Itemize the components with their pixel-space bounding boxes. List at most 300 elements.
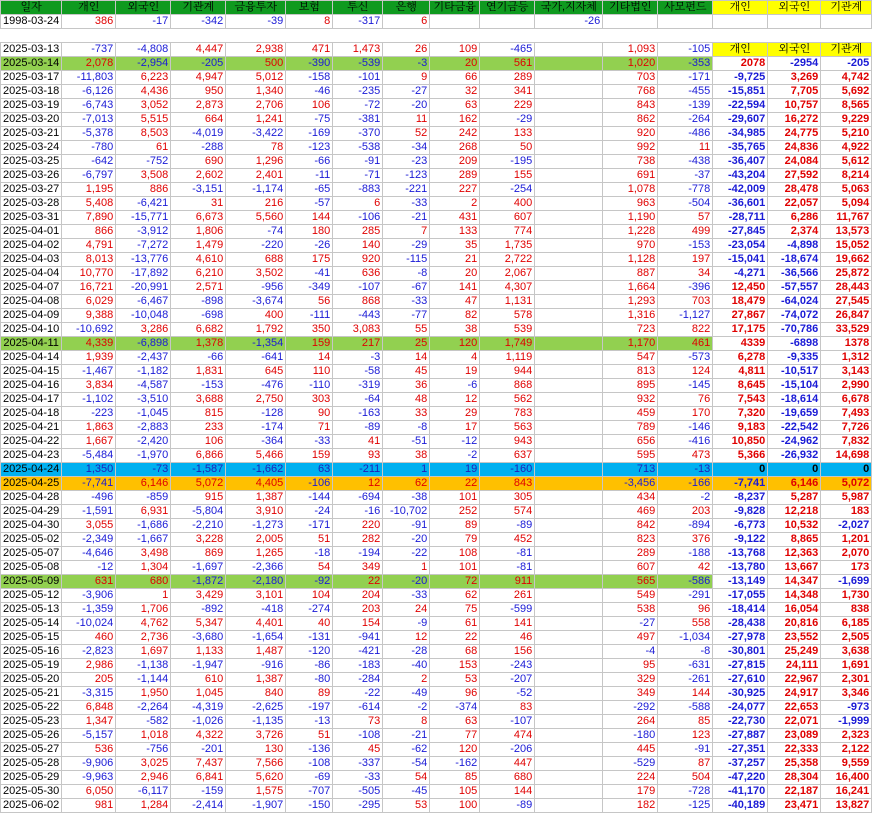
value-cell[interactable] <box>535 183 603 197</box>
value-cell[interactable]: 285 <box>333 225 383 239</box>
value-cell[interactable]: 31 <box>171 197 226 211</box>
value-cell[interactable]: 8 <box>286 15 333 29</box>
value-cell[interactable]: 471 <box>286 43 333 57</box>
value-cell[interactable]: -243 <box>480 659 535 673</box>
value-cell[interactable]: -3 <box>333 351 383 365</box>
value-cell[interactable]: -370 <box>333 127 383 141</box>
value-cell[interactable]: 6,682 <box>171 323 226 337</box>
value-cell[interactable]: 101 <box>430 491 480 505</box>
value-cell[interactable]: 105 <box>430 785 480 799</box>
value-cell[interactable]: 691 <box>603 169 658 183</box>
cumulative-header-cell[interactable]: 외국인 <box>768 1 821 15</box>
value-cell[interactable]: -89 <box>480 519 535 533</box>
value-cell[interactable]: -6,743 <box>62 99 116 113</box>
value-cell[interactable]: -21 <box>383 211 430 225</box>
value-cell[interactable]: -1,045 <box>116 407 171 421</box>
date-cell[interactable]: 2025-04-04 <box>1 267 62 281</box>
value-cell[interactable]: 38 <box>430 323 480 337</box>
date-cell[interactable]: 2025-05-12 <box>1 589 62 603</box>
cumulative-cell[interactable]: -27,610 <box>713 673 768 687</box>
cumulative-cell[interactable]: 10,850 <box>713 435 768 449</box>
value-cell[interactable]: 431 <box>430 211 480 225</box>
cumulative-cell[interactable]: -17,055 <box>713 589 768 603</box>
value-cell[interactable]: 886 <box>116 183 171 197</box>
value-cell[interactable]: -2,210 <box>171 519 226 533</box>
cumulative-cell[interactable]: -19,659 <box>768 407 821 421</box>
value-cell[interactable]: -111 <box>286 309 333 323</box>
value-cell[interactable]: 162 <box>430 113 480 127</box>
value-cell[interactable]: 79 <box>430 533 480 547</box>
value-cell[interactable]: -105 <box>658 43 713 57</box>
value-cell[interactable]: 45 <box>333 743 383 757</box>
value-cell[interactable]: 63 <box>430 99 480 113</box>
value-cell[interactable] <box>535 113 603 127</box>
value-cell[interactable]: -13,776 <box>116 253 171 267</box>
value-cell[interactable]: 3,083 <box>333 323 383 337</box>
value-cell[interactable]: 42 <box>658 561 713 575</box>
cumulative-cell[interactable]: -37,257 <box>713 757 768 771</box>
value-cell[interactable]: -145 <box>658 379 713 393</box>
value-cell[interactable]: 141 <box>480 617 535 631</box>
value-cell[interactable] <box>535 491 603 505</box>
value-cell[interactable]: 29 <box>430 407 480 421</box>
value-cell[interactable] <box>535 197 603 211</box>
value-cell[interactable]: 3,508 <box>116 169 171 183</box>
value-cell[interactable]: -8 <box>383 267 430 281</box>
value-cell[interactable]: 209 <box>430 155 480 169</box>
value-cell[interactable]: -539 <box>333 57 383 71</box>
value-cell[interactable]: 89 <box>286 687 333 701</box>
value-cell[interactable]: -3,674 <box>226 295 286 309</box>
value-cell[interactable]: 170 <box>658 407 713 421</box>
cumulative-cell[interactable]: 5,094 <box>821 197 872 211</box>
cumulative-subheader-cell[interactable]: 외국인 <box>768 43 821 57</box>
value-cell[interactable]: 774 <box>480 225 535 239</box>
value-cell[interactable]: 21 <box>430 253 480 267</box>
cumulative-cell[interactable]: 0 <box>821 463 872 477</box>
value-cell[interactable]: 9,388 <box>62 309 116 323</box>
cumulative-cell[interactable]: 15,052 <box>821 239 872 253</box>
cumulative-cell[interactable]: 5,287 <box>768 491 821 505</box>
value-cell[interactable]: -57 <box>286 197 333 211</box>
value-cell[interactable]: 3,055 <box>62 519 116 533</box>
value-cell[interactable]: -139 <box>658 99 713 113</box>
value-cell[interactable]: 10,770 <box>62 267 116 281</box>
value-cell[interactable]: 54 <box>383 771 430 785</box>
value-cell[interactable] <box>535 715 603 729</box>
value-cell[interactable]: -3 <box>383 57 430 71</box>
value-cell[interactable]: 5,012 <box>226 71 286 85</box>
cumulative-cell[interactable]: -23,054 <box>713 239 768 253</box>
value-cell[interactable] <box>535 225 603 239</box>
value-cell[interactable]: 110 <box>286 365 333 379</box>
cumulative-cell[interactable]: 9,559 <box>821 757 872 771</box>
cumulative-cell[interactable]: 14,348 <box>768 589 821 603</box>
date-cell[interactable]: 2025-05-21 <box>1 687 62 701</box>
value-cell[interactable]: 2,401 <box>226 169 286 183</box>
value-cell[interactable]: -284 <box>333 673 383 687</box>
date-cell[interactable]: 2025-03-17 <box>1 71 62 85</box>
value-cell[interactable]: -2,625 <box>226 701 286 715</box>
value-cell[interactable]: 61 <box>116 141 171 155</box>
cumulative-cell[interactable]: -27,815 <box>713 659 768 673</box>
value-cell[interactable]: 56 <box>286 295 333 309</box>
value-cell[interactable]: -1,359 <box>62 603 116 617</box>
value-cell[interactable]: 1,133 <box>171 645 226 659</box>
value-cell[interactable] <box>535 281 603 295</box>
value-cell[interactable]: 539 <box>480 323 535 337</box>
value-cell[interactable]: 329 <box>603 673 658 687</box>
value-cell[interactable]: 36 <box>383 379 430 393</box>
value-cell[interactable]: 22 <box>333 575 383 589</box>
date-cell[interactable]: 2025-05-09 <box>1 575 62 589</box>
value-cell[interactable]: 1,296 <box>226 155 286 169</box>
cumulative-cell[interactable]: -9,828 <box>713 505 768 519</box>
value-cell[interactable]: 133 <box>480 127 535 141</box>
value-cell[interactable]: -3,906 <box>62 589 116 603</box>
value-cell[interactable]: 4,436 <box>116 85 171 99</box>
value-cell[interactable] <box>535 99 603 113</box>
value-cell[interactable]: 20 <box>430 57 480 71</box>
value-cell[interactable]: -34 <box>383 141 430 155</box>
value-cell[interactable]: -6,421 <box>116 197 171 211</box>
value-cell[interactable]: -66 <box>171 351 226 365</box>
value-cell[interactable]: -9,906 <box>62 757 116 771</box>
value-cell[interactable]: 1,241 <box>226 113 286 127</box>
value-cell[interactable]: 1,863 <box>62 421 116 435</box>
value-cell[interactable]: 595 <box>603 449 658 463</box>
value-cell[interactable]: 8,013 <box>62 253 116 267</box>
value-cell[interactable]: -941 <box>333 631 383 645</box>
value-cell[interactable]: 6 <box>333 197 383 211</box>
value-cell[interactable]: 229 <box>480 99 535 113</box>
value-cell[interactable]: 6 <box>383 15 430 29</box>
cumulative-cell[interactable]: 7,543 <box>713 393 768 407</box>
value-cell[interactable]: -146 <box>658 421 713 435</box>
value-cell[interactable]: 469 <box>603 505 658 519</box>
value-cell[interactable]: -2,264 <box>116 701 171 715</box>
value-cell[interactable]: 5,072 <box>171 477 226 491</box>
value-cell[interactable] <box>535 687 603 701</box>
value-cell[interactable]: 823 <box>603 533 658 547</box>
value-cell[interactable]: -205 <box>171 57 226 71</box>
value-cell[interactable]: 1,706 <box>116 603 171 617</box>
value-cell[interactable]: -2,420 <box>116 435 171 449</box>
value-cell[interactable]: 57 <box>658 211 713 225</box>
value-cell[interactable]: 6,050 <box>62 785 116 799</box>
value-cell[interactable]: -3,510 <box>116 393 171 407</box>
value-cell[interactable]: -859 <box>116 491 171 505</box>
cumulative-cell[interactable]: 0 <box>768 463 821 477</box>
value-cell[interactable]: 8 <box>383 715 430 729</box>
value-cell[interactable]: -2,180 <box>226 575 286 589</box>
value-cell[interactable]: 7,890 <box>62 211 116 225</box>
value-cell[interactable]: 85 <box>430 771 480 785</box>
value-cell[interactable]: 868 <box>333 295 383 309</box>
value-cell[interactable]: -67 <box>383 281 430 295</box>
value-cell[interactable]: 1,806 <box>171 225 226 239</box>
value-cell[interactable]: 26 <box>383 43 430 57</box>
value-cell[interactable]: -206 <box>480 743 535 757</box>
value-cell[interactable]: -5,378 <box>62 127 116 141</box>
date-cell[interactable]: 2025-05-16 <box>1 645 62 659</box>
value-cell[interactable]: -1,135 <box>226 715 286 729</box>
value-cell[interactable]: 4,762 <box>116 617 171 631</box>
value-cell[interactable]: 386 <box>62 15 116 29</box>
date-cell[interactable]: 2025-03-21 <box>1 127 62 141</box>
cumulative-cell[interactable]: 6,278 <box>713 351 768 365</box>
cumulative-cell[interactable]: 28,443 <box>821 281 872 295</box>
value-cell[interactable]: -45 <box>383 785 430 799</box>
value-cell[interactable]: 95 <box>603 659 658 673</box>
value-cell[interactable]: -1,034 <box>658 631 713 645</box>
value-cell[interactable]: 14 <box>286 351 333 365</box>
value-cell[interactable]: 2,873 <box>171 99 226 113</box>
date-cell[interactable]: 2025-04-15 <box>1 365 62 379</box>
cumulative-header-cell[interactable]: 개인 <box>713 1 768 15</box>
value-cell[interactable]: 376 <box>658 533 713 547</box>
value-cell[interactable]: 813 <box>603 365 658 379</box>
value-cell[interactable]: 1,304 <box>116 561 171 575</box>
cumulative-cell[interactable]: 1,730 <box>821 589 872 603</box>
value-cell[interactable]: 4,339 <box>62 337 116 351</box>
value-cell[interactable] <box>535 547 603 561</box>
value-cell[interactable] <box>535 617 603 631</box>
value-cell[interactable]: 16,721 <box>62 281 116 295</box>
value-cell[interactable]: 562 <box>480 393 535 407</box>
cumulative-cell[interactable]: 25,249 <box>768 645 821 659</box>
value-cell[interactable]: 723 <box>603 323 658 337</box>
value-cell[interactable]: 637 <box>480 449 535 463</box>
value-cell[interactable]: 120 <box>430 337 480 351</box>
value-cell[interactable]: -211 <box>333 463 383 477</box>
value-cell[interactable]: 3,286 <box>116 323 171 337</box>
value-cell[interactable]: -54 <box>383 757 430 771</box>
value-cell[interactable] <box>480 15 535 29</box>
value-cell[interactable]: -3,680 <box>171 631 226 645</box>
value-cell[interactable]: 4,947 <box>171 71 226 85</box>
value-cell[interactable]: -201 <box>171 743 226 757</box>
value-cell[interactable]: -11,803 <box>62 71 116 85</box>
value-cell[interactable]: -183 <box>333 659 383 673</box>
value-cell[interactable]: 783 <box>480 407 535 421</box>
value-cell[interactable]: -166 <box>658 477 713 491</box>
value-cell[interactable] <box>713 15 768 29</box>
value-cell[interactable]: 45 <box>383 365 430 379</box>
value-cell[interactable]: 89 <box>430 519 480 533</box>
value-cell[interactable] <box>535 519 603 533</box>
cumulative-cell[interactable]: -42,009 <box>713 183 768 197</box>
value-cell[interactable]: 950 <box>171 85 226 99</box>
cumulative-cell[interactable]: 2078 <box>713 57 768 71</box>
value-cell[interactable]: -894 <box>658 519 713 533</box>
value-cell[interactable]: -342 <box>171 15 226 29</box>
date-cell[interactable]: 2025-05-26 <box>1 729 62 743</box>
value-cell[interactable]: -20 <box>383 575 430 589</box>
value-cell[interactable]: 156 <box>480 645 535 659</box>
value-cell[interactable]: 447 <box>480 757 535 771</box>
value-cell[interactable]: 911 <box>480 575 535 589</box>
value-cell[interactable]: -588 <box>658 701 713 715</box>
value-cell[interactable]: 656 <box>603 435 658 449</box>
date-cell[interactable]: 2025-04-08 <box>1 295 62 309</box>
value-cell[interactable]: 153 <box>430 659 480 673</box>
cumulative-cell[interactable]: 4339 <box>713 337 768 351</box>
cumulative-cell[interactable]: -13,780 <box>713 561 768 575</box>
value-cell[interactable]: 2,078 <box>62 57 116 71</box>
cumulative-cell[interactable]: 12,363 <box>768 547 821 561</box>
date-cell[interactable]: 2025-05-14 <box>1 617 62 631</box>
value-cell[interactable]: 96 <box>430 687 480 701</box>
value-cell[interactable]: -91 <box>658 743 713 757</box>
value-cell[interactable]: 140 <box>333 239 383 253</box>
value-cell[interactable]: -106 <box>333 211 383 225</box>
value-cell[interactable] <box>535 379 603 393</box>
cumulative-cell[interactable]: 24,836 <box>768 141 821 155</box>
value-cell[interactable] <box>535 155 603 169</box>
cumulative-cell[interactable]: 3,346 <box>821 687 872 701</box>
value-cell[interactable]: 72 <box>430 575 480 589</box>
value-cell[interactable]: 101 <box>430 561 480 575</box>
value-cell[interactable]: 71 <box>286 421 333 435</box>
value-cell[interactable]: -3,456 <box>603 477 658 491</box>
cumulative-cell[interactable]: 26,847 <box>821 309 872 323</box>
value-cell[interactable]: -29 <box>383 239 430 253</box>
value-cell[interactable]: -33 <box>286 435 333 449</box>
value-cell[interactable]: 5,560 <box>226 211 286 225</box>
value-cell[interactable]: -349 <box>286 281 333 295</box>
date-cell[interactable]: 2025-05-30 <box>1 785 62 799</box>
value-cell[interactable]: -195 <box>480 155 535 169</box>
value-cell[interactable]: -7,013 <box>62 113 116 127</box>
header-cell[interactable]: 은행 <box>383 1 430 15</box>
value-cell[interactable]: 895 <box>603 379 658 393</box>
value-cell[interactable]: 1,228 <box>603 225 658 239</box>
value-cell[interactable]: 217 <box>333 337 383 351</box>
value-cell[interactable]: -27 <box>603 617 658 631</box>
cumulative-cell[interactable]: -8,237 <box>713 491 768 505</box>
value-cell[interactable]: -18 <box>286 547 333 561</box>
cumulative-cell[interactable]: 14,347 <box>768 575 821 589</box>
cumulative-cell[interactable]: 7,493 <box>821 407 872 421</box>
cumulative-cell[interactable]: 10,757 <box>768 99 821 113</box>
value-cell[interactable]: -631 <box>658 659 713 673</box>
value-cell[interactable]: -17 <box>116 15 171 29</box>
value-cell[interactable]: 93 <box>333 449 383 463</box>
value-cell[interactable]: 155 <box>480 169 535 183</box>
value-cell[interactable]: -89 <box>480 799 535 813</box>
value-cell[interactable]: -73 <box>116 463 171 477</box>
value-cell[interactable]: -254 <box>480 183 535 197</box>
cumulative-cell[interactable]: 2,990 <box>821 379 872 393</box>
value-cell[interactable]: -438 <box>658 155 713 169</box>
value-cell[interactable]: 500 <box>226 57 286 71</box>
value-cell[interactable]: -586 <box>658 575 713 589</box>
cumulative-cell[interactable]: -29,607 <box>713 113 768 127</box>
cumulative-cell[interactable]: 9,183 <box>713 421 768 435</box>
value-cell[interactable]: -123 <box>286 141 333 155</box>
value-cell[interactable]: -27 <box>383 85 430 99</box>
value-cell[interactable]: -71 <box>333 169 383 183</box>
value-cell[interactable]: 1,020 <box>603 57 658 71</box>
cumulative-cell[interactable]: 7,726 <box>821 421 872 435</box>
value-cell[interactable]: 434 <box>603 491 658 505</box>
value-cell[interactable]: 565 <box>603 575 658 589</box>
cumulative-cell[interactable]: -18,614 <box>768 393 821 407</box>
value-cell[interactable] <box>535 295 603 309</box>
value-cell[interactable]: -381 <box>333 113 383 127</box>
value-cell[interactable]: -756 <box>116 743 171 757</box>
value-cell[interactable]: -13 <box>658 463 713 477</box>
value-cell[interactable]: 2,067 <box>480 267 535 281</box>
value-cell[interactable]: -573 <box>658 351 713 365</box>
cumulative-cell[interactable]: -27,845 <box>713 225 768 239</box>
value-cell[interactable]: 558 <box>658 617 713 631</box>
value-cell[interactable]: -390 <box>286 57 333 71</box>
header-cell[interactable]: 개인 <box>62 1 116 15</box>
value-cell[interactable]: -274 <box>286 603 333 617</box>
cumulative-cell[interactable]: -15,104 <box>768 379 821 393</box>
value-cell[interactable]: 1,340 <box>226 85 286 99</box>
cumulative-cell[interactable]: -74,072 <box>768 309 821 323</box>
cumulative-cell[interactable]: 5,987 <box>821 491 872 505</box>
cumulative-cell[interactable]: 2,505 <box>821 631 872 645</box>
cumulative-cell[interactable]: 3,269 <box>768 71 821 85</box>
value-cell[interactable]: -10,692 <box>62 323 116 337</box>
value-cell[interactable]: 7 <box>383 225 430 239</box>
value-cell[interactable] <box>535 757 603 771</box>
date-cell[interactable]: 2025-04-28 <box>1 491 62 505</box>
value-cell[interactable]: 4,447 <box>171 43 226 57</box>
value-cell[interactable]: -642 <box>62 155 116 169</box>
cumulative-cell[interactable]: -36,407 <box>713 155 768 169</box>
cumulative-cell[interactable]: 4,922 <box>821 141 872 155</box>
cumulative-cell[interactable]: 27,867 <box>713 309 768 323</box>
value-cell[interactable]: -264 <box>658 113 713 127</box>
value-cell[interactable]: -1,591 <box>62 505 116 519</box>
cumulative-cell[interactable]: 27,592 <box>768 169 821 183</box>
value-cell[interactable]: -108 <box>333 729 383 743</box>
cumulative-cell[interactable]: -22,594 <box>713 99 768 113</box>
value-cell[interactable]: 2,938 <box>226 43 286 57</box>
value-cell[interactable]: 5,620 <box>226 771 286 785</box>
value-cell[interactable]: -6,117 <box>116 785 171 799</box>
cumulative-cell[interactable]: -973 <box>821 701 872 715</box>
value-cell[interactable]: 1,265 <box>226 547 286 561</box>
value-cell[interactable]: 1,131 <box>480 295 535 309</box>
date-cell[interactable]: 2025-03-18 <box>1 85 62 99</box>
value-cell[interactable]: 32 <box>430 85 480 99</box>
value-cell[interactable]: -353 <box>658 57 713 71</box>
value-cell[interactable]: 843 <box>480 477 535 491</box>
value-cell[interactable]: -956 <box>226 281 286 295</box>
header-cell[interactable]: 투신 <box>333 1 383 15</box>
date-cell[interactable]: 2025-04-11 <box>1 337 62 351</box>
cumulative-cell[interactable]: 28,304 <box>768 771 821 785</box>
value-cell[interactable]: -4 <box>603 645 658 659</box>
value-cell[interactable]: -1,907 <box>226 799 286 813</box>
value-cell[interactable]: 400 <box>226 309 286 323</box>
cumulative-cell[interactable]: -205 <box>821 57 872 71</box>
value-cell[interactable]: 538 <box>603 603 658 617</box>
value-cell[interactable]: -107 <box>333 281 383 295</box>
cumulative-cell[interactable]: 23,089 <box>768 729 821 743</box>
value-cell[interactable]: 68 <box>430 645 480 659</box>
value-cell[interactable]: 992 <box>603 141 658 155</box>
date-cell[interactable]: 2025-05-28 <box>1 757 62 771</box>
value-cell[interactable]: 78 <box>226 141 286 155</box>
value-cell[interactable]: 474 <box>480 729 535 743</box>
